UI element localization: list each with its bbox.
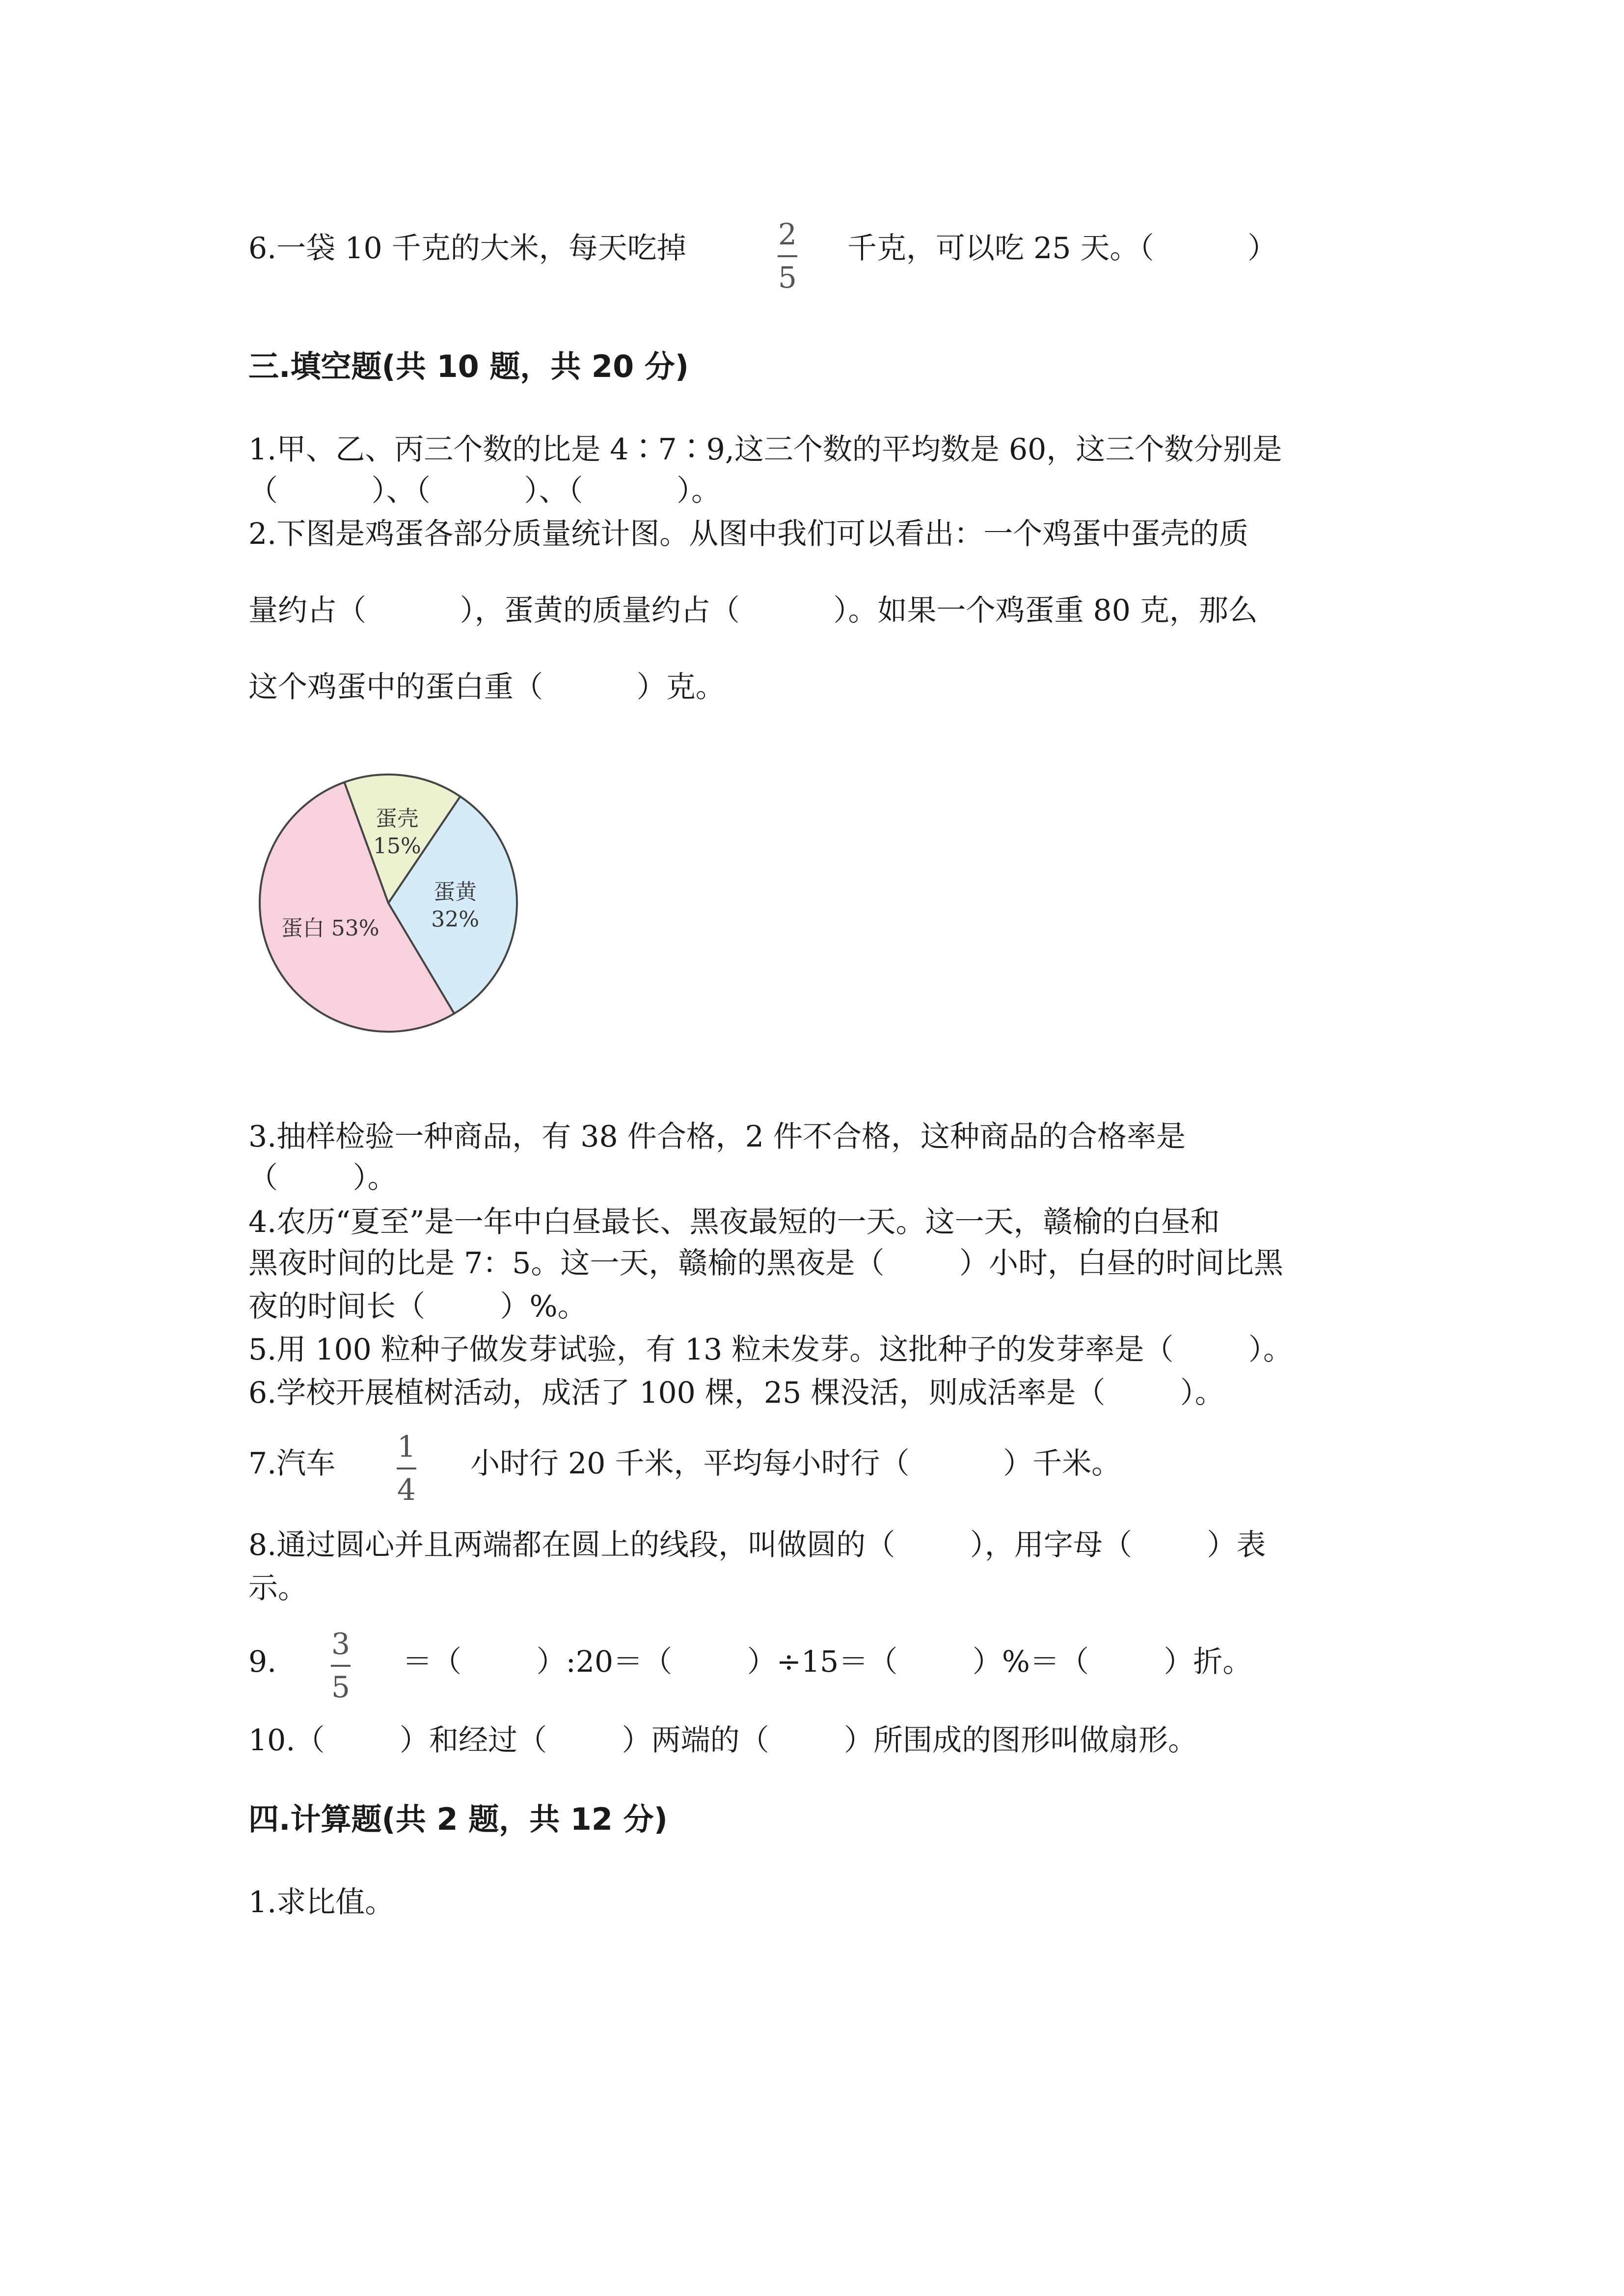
question-6-prev-text-b: 千克，可以吃 25 天。（ ） — [847, 231, 1277, 266]
s3-question-3-line-2: （ ）。 — [248, 1161, 397, 1195]
s3-question-3-line-1: 3.抽样检验一种商品，有 38 件合格，2 件不合格，这种商品的合格率是 — [248, 1120, 1186, 1154]
fraction-bar — [397, 1468, 416, 1469]
s3-question-4-line-3: 夜的时间长（ ）%。 — [248, 1289, 587, 1324]
s3-question-7-text-a: 7.汽车 — [248, 1446, 336, 1481]
section-3-title: 三.填空题(共 10 题，共 20 分) — [248, 348, 689, 384]
s3-question-2-line-1: 2.下图是鸡蛋各部分质量统计图。从图中我们可以看出：一个鸡蛋中蛋壳的质 — [248, 517, 1249, 551]
s3-question-9-fraction — [331, 1627, 351, 1705]
s4-question-1: 1.求比值。 — [248, 1885, 395, 1920]
section-4-title: 四.计算题(共 2 题，共 12 分) — [248, 1801, 668, 1837]
s3-question-8-line-1: 8.通过圆心并且两端都在圆上的线段，叫做圆的（ ），用字母（ ）表 — [248, 1528, 1266, 1562]
s3-question-8-line-2: 示。 — [248, 1571, 307, 1605]
pie-label-name-2: 蛋黄 — [433, 879, 477, 905]
s3-question-4-line-1: 4.农历“夏至”是一年中白昼最长、黑夜最短的一天。这一天，赣榆的白昼和 — [248, 1205, 1220, 1239]
s3-question-4-line-2: 黑夜时间的比是 7：5。这一天，赣榆的黑夜是（ ）小时，白昼的时间比黑 — [248, 1246, 1283, 1281]
fraction-denominator: 5 — [331, 1670, 351, 1705]
fraction-denominator: 4 — [397, 1473, 416, 1507]
s3-question-7-text-b: 小时行 20 千米，平均每小时行（ ）千米。 — [470, 1446, 1121, 1481]
fraction-numerator: 1 — [397, 1430, 416, 1464]
s3-question-6: 6.学校开展植树活动，成活了 100 棵，25 棵没活，则成活率是（ ）。 — [248, 1376, 1224, 1410]
fraction-bar — [778, 255, 797, 257]
s3-question-5: 5.用 100 粒种子做发芽试验，有 13 粒未发芽。这批种子的发芽率是（ ）。 — [248, 1333, 1293, 1367]
fraction-bar — [331, 1665, 351, 1667]
s3-question-2-line-3: 这个鸡蛋中的蛋白重（ ）克。 — [248, 670, 725, 704]
fraction-numerator: 2 — [778, 217, 797, 252]
pie-label-value-1: 15% — [373, 833, 421, 859]
pie-label-3: 蛋白 53% — [281, 916, 379, 941]
s3-question-1-line-2: （ ）、（ ）、（ ）。 — [248, 474, 721, 508]
pie-label-name-1: 蛋壳 — [375, 806, 419, 831]
pie-label-value-2: 32% — [431, 907, 480, 932]
fraction-numerator: 3 — [331, 1627, 351, 1661]
s3-question-9-text-a: 9. — [248, 1645, 277, 1679]
s3-question-1-line-1: 1.甲、乙、丙三个数的比是 4∶7∶9,这三个数的平均数是 60，这三个数分别是 — [248, 432, 1282, 467]
s3-question-7-fraction — [397, 1432, 416, 1505]
question-6-prev-text-a: 6.一袋 10 千克的大米，每天吃掉 — [248, 231, 686, 266]
fraction-denominator: 5 — [778, 261, 797, 295]
s3-question-10: 10.（ ）和经过（ ）两端的（ ）所围成的图形叫做扇形。 — [248, 1723, 1198, 1758]
question-6-prev-fraction — [778, 217, 797, 295]
egg-composition-pie-chart — [253, 772, 523, 1037]
s3-question-2-line-2: 量约占（ ），蛋黄的质量约占（ ）。如果一个鸡蛋重 80 克，那么 — [248, 593, 1258, 628]
s3-question-9-text-b: ＝（ ）:20＝（ ）÷15＝（ ）%＝（ ）折。 — [403, 1645, 1252, 1679]
